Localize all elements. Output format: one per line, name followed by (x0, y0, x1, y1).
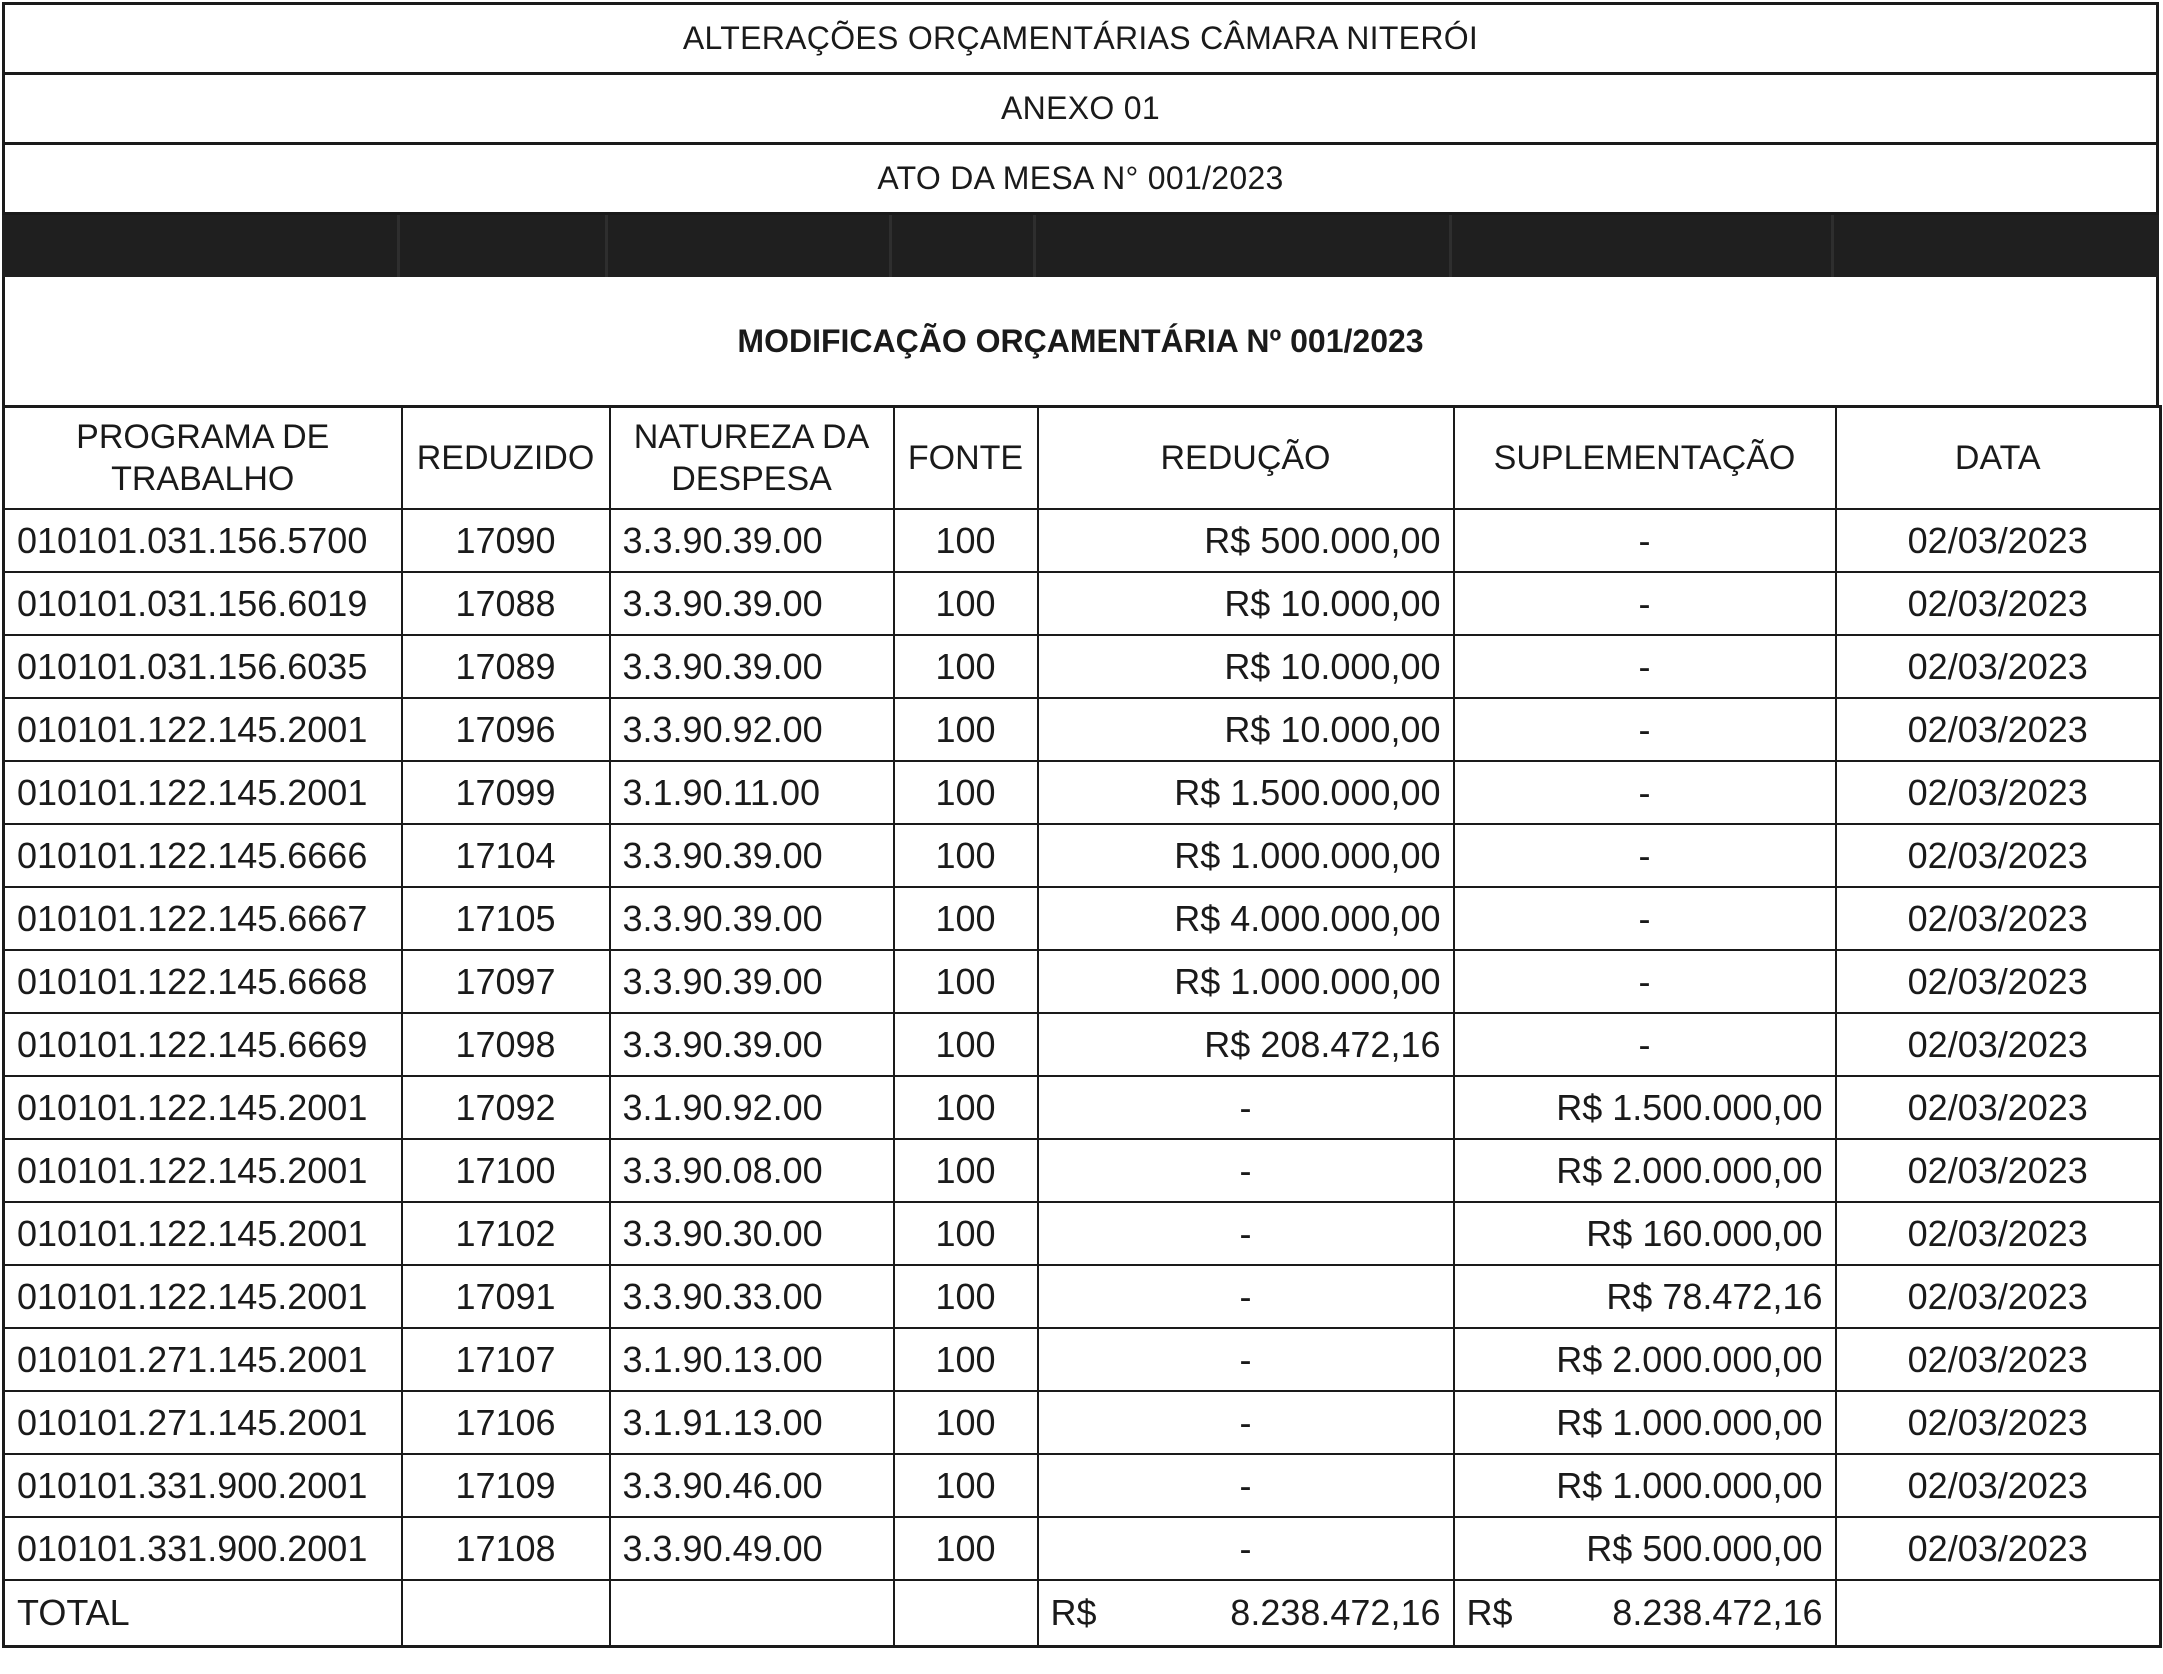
cell-programa: 010101.122.145.2001 (4, 1139, 402, 1202)
total-empty-cell (1836, 1580, 2161, 1647)
cell-data: 02/03/2023 (1836, 950, 2161, 1013)
cell-data: 02/03/2023 (1836, 1454, 2161, 1517)
cell-natureza: 3.3.90.39.00 (610, 887, 894, 950)
modification-subtitle: MODIFICAÇÃO ORÇAMENTÁRIA Nº 001/2023 (2, 277, 2159, 405)
header-reduzido: REDUZIDO (402, 407, 610, 510)
cell-reducao: R$ 208.472,16 (1038, 1013, 1454, 1076)
cell-programa: 010101.331.900.2001 (4, 1454, 402, 1517)
cell-suplementacao: - (1454, 1013, 1836, 1076)
cell-data: 02/03/2023 (1836, 1265, 2161, 1328)
cell-reducao: - (1038, 1328, 1454, 1391)
cell-reduzido: 17107 (402, 1328, 610, 1391)
cell-natureza: 3.1.90.13.00 (610, 1328, 894, 1391)
table-row (4, 635, 2161, 698)
total-label: TOTAL (4, 1580, 402, 1647)
cell-natureza: 3.3.90.46.00 (610, 1454, 894, 1517)
cell-fonte: 100 (894, 761, 1038, 824)
cell-reducao: - (1038, 1202, 1454, 1265)
table-row (4, 1202, 2161, 1265)
cell-programa: 010101.122.145.2001 (4, 1202, 402, 1265)
cell-programa: 010101.031.156.6035 (4, 635, 402, 698)
header-fonte: FONTE (894, 407, 1038, 510)
table-row (4, 761, 2161, 824)
cell-fonte: 100 (894, 1517, 1038, 1580)
cell-reduzido: 17100 (402, 1139, 610, 1202)
table-row (4, 509, 2161, 572)
cell-fonte: 100 (894, 887, 1038, 950)
cell-suplementacao: R$ 2.000.000,00 (1454, 1328, 1836, 1391)
cell-fonte: 100 (894, 1013, 1038, 1076)
cell-suplementacao: R$ 500.000,00 (1454, 1517, 1836, 1580)
cell-reduzido: 17089 (402, 635, 610, 698)
cell-reducao: R$ 1.000.000,00 (1038, 950, 1454, 1013)
cell-programa: 010101.331.900.2001 (4, 1517, 402, 1580)
cell-fonte: 100 (894, 572, 1038, 635)
header-reducao: REDUÇÃO (1038, 407, 1454, 510)
table-row (4, 1265, 2161, 1328)
total-reducao-cell (1038, 1580, 1454, 1647)
table-row (4, 1139, 2161, 1202)
table-row (4, 1517, 2161, 1580)
cell-reducao: R$ 10.000,00 (1038, 698, 1454, 761)
cell-fonte: 100 (894, 1328, 1038, 1391)
cell-programa: 010101.122.145.2001 (4, 761, 402, 824)
table-row (4, 1013, 2161, 1076)
table-row (4, 698, 2161, 761)
cell-suplementacao: - (1454, 572, 1836, 635)
cell-programa: 010101.122.145.6667 (4, 887, 402, 950)
cell-reduzido: 17090 (402, 509, 610, 572)
cell-reducao: - (1038, 1265, 1454, 1328)
budget-table (2, 405, 2162, 1648)
cell-reduzido: 17109 (402, 1454, 610, 1517)
cell-reduzido: 17096 (402, 698, 610, 761)
header-programa: PROGRAMA DE TRABALHO (4, 407, 402, 510)
total-suplementacao-currency: R$ (1466, 1592, 1513, 1633)
cell-natureza: 3.3.90.49.00 (610, 1517, 894, 1580)
cell-reduzido: 17098 (402, 1013, 610, 1076)
cell-fonte: 100 (894, 1454, 1038, 1517)
cell-natureza: 3.3.90.39.00 (610, 824, 894, 887)
cell-natureza: 3.3.90.30.00 (610, 1202, 894, 1265)
cell-data: 02/03/2023 (1836, 1517, 2161, 1580)
header-natureza: NATUREZA DA DESPESA (610, 407, 894, 510)
cell-natureza: 3.1.90.92.00 (610, 1076, 894, 1139)
table-row (4, 887, 2161, 950)
cell-data: 02/03/2023 (1836, 1202, 2161, 1265)
cell-reduzido: 17097 (402, 950, 610, 1013)
cell-data: 02/03/2023 (1836, 1391, 2161, 1454)
cell-programa: 010101.122.145.2001 (4, 1265, 402, 1328)
cell-fonte: 100 (894, 698, 1038, 761)
cell-programa: 010101.122.145.2001 (4, 698, 402, 761)
cell-suplementacao: R$ 1.500.000,00 (1454, 1076, 1836, 1139)
total-empty-cell (894, 1580, 1038, 1647)
cell-natureza: 3.3.90.39.00 (610, 950, 894, 1013)
cell-reducao: R$ 500.000,00 (1038, 509, 1454, 572)
cell-data: 02/03/2023 (1836, 1328, 2161, 1391)
cell-suplementacao: R$ 160.000,00 (1454, 1202, 1836, 1265)
cell-data: 02/03/2023 (1836, 887, 2161, 950)
cell-natureza: 3.3.90.39.00 (610, 1013, 894, 1076)
annex-label: ANEXO 01 (2, 72, 2159, 142)
cell-programa: 010101.271.145.2001 (4, 1328, 402, 1391)
cell-fonte: 100 (894, 950, 1038, 1013)
cell-suplementacao: R$ 78.472,16 (1454, 1265, 1836, 1328)
cell-programa: 010101.122.145.6666 (4, 824, 402, 887)
cell-reducao: R$ 10.000,00 (1038, 572, 1454, 635)
header-data: DATA (1836, 407, 2161, 510)
total-suplementacao-value: 8.238.472,16 (1612, 1592, 1823, 1633)
cell-fonte: 100 (894, 1139, 1038, 1202)
cell-reduzido: 17088 (402, 572, 610, 635)
cell-reducao: - (1038, 1391, 1454, 1454)
cell-fonte: 100 (894, 1265, 1038, 1328)
cell-programa: 010101.122.145.2001 (4, 1076, 402, 1139)
total-empty-cell (610, 1580, 894, 1647)
table-row (4, 1391, 2161, 1454)
total-row (4, 1580, 2161, 1647)
cell-natureza: 3.3.90.92.00 (610, 698, 894, 761)
total-reducao-value: 8.238.472,16 (1230, 1592, 1441, 1633)
cell-fonte: 100 (894, 635, 1038, 698)
cell-natureza: 3.3.90.08.00 (610, 1139, 894, 1202)
cell-data: 02/03/2023 (1836, 1139, 2161, 1202)
cell-natureza: 3.3.90.39.00 (610, 572, 894, 635)
cell-reduzido: 17104 (402, 824, 610, 887)
cell-suplementacao: R$ 2.000.000,00 (1454, 1139, 1836, 1202)
table-row (4, 950, 2161, 1013)
cell-data: 02/03/2023 (1836, 635, 2161, 698)
cell-suplementacao: - (1454, 950, 1836, 1013)
cell-suplementacao: - (1454, 824, 1836, 887)
cell-reducao: - (1038, 1454, 1454, 1517)
cell-programa: 010101.122.145.6669 (4, 1013, 402, 1076)
cell-reducao: R$ 1.500.000,00 (1038, 761, 1454, 824)
total-reducao-currency: R$ (1050, 1592, 1097, 1633)
cell-reduzido: 17099 (402, 761, 610, 824)
black-separator-bar (2, 215, 2159, 277)
cell-reduzido: 17091 (402, 1265, 610, 1328)
cell-natureza: 3.1.91.13.00 (610, 1391, 894, 1454)
cell-suplementacao: - (1454, 761, 1836, 824)
cell-data: 02/03/2023 (1836, 1076, 2161, 1139)
cell-programa: 010101.031.156.6019 (4, 572, 402, 635)
cell-natureza: 3.3.90.39.00 (610, 509, 894, 572)
cell-data: 02/03/2023 (1836, 698, 2161, 761)
total-empty-cell (402, 1580, 610, 1647)
cell-data: 02/03/2023 (1836, 761, 2161, 824)
cell-reduzido: 17106 (402, 1391, 610, 1454)
table-row (4, 1454, 2161, 1517)
cell-fonte: 100 (894, 824, 1038, 887)
budget-document (2, 2, 2159, 1648)
cell-reducao: - (1038, 1139, 1454, 1202)
cell-natureza: 3.1.90.11.00 (610, 761, 894, 824)
table-row (4, 824, 2161, 887)
cell-reducao: R$ 4.000.000,00 (1038, 887, 1454, 950)
cell-suplementacao: - (1454, 509, 1836, 572)
cell-programa: 010101.031.156.5700 (4, 509, 402, 572)
cell-reduzido: 17102 (402, 1202, 610, 1265)
document-title: ALTERAÇÕES ORÇAMENTÁRIAS CÂMARA NITERÓI (2, 2, 2159, 72)
cell-reducao: R$ 1.000.000,00 (1038, 824, 1454, 887)
cell-reduzido: 17108 (402, 1517, 610, 1580)
cell-suplementacao: R$ 1.000.000,00 (1454, 1391, 1836, 1454)
cell-suplementacao: - (1454, 887, 1836, 950)
cell-data: 02/03/2023 (1836, 509, 2161, 572)
cell-programa: 010101.122.145.6668 (4, 950, 402, 1013)
cell-natureza: 3.3.90.33.00 (610, 1265, 894, 1328)
cell-suplementacao: - (1454, 698, 1836, 761)
cell-fonte: 100 (894, 1202, 1038, 1265)
cell-reduzido: 17105 (402, 887, 610, 950)
header-suplementacao: SUPLEMENTAÇÃO (1454, 407, 1836, 510)
cell-data: 02/03/2023 (1836, 1013, 2161, 1076)
table-row (4, 1076, 2161, 1139)
cell-reducao: - (1038, 1517, 1454, 1580)
table-row (4, 572, 2161, 635)
cell-programa: 010101.271.145.2001 (4, 1391, 402, 1454)
cell-data: 02/03/2023 (1836, 824, 2161, 887)
cell-fonte: 100 (894, 509, 1038, 572)
act-number: ATO DA MESA N° 001/2023 (2, 142, 2159, 215)
cell-natureza: 3.3.90.39.00 (610, 635, 894, 698)
total-suplementacao-cell (1454, 1580, 1836, 1647)
table-row (4, 1328, 2161, 1391)
cell-suplementacao: R$ 1.000.000,00 (1454, 1454, 1836, 1517)
cell-suplementacao: - (1454, 635, 1836, 698)
cell-reduzido: 17092 (402, 1076, 610, 1139)
cell-fonte: 100 (894, 1076, 1038, 1139)
cell-reducao: R$ 10.000,00 (1038, 635, 1454, 698)
cell-fonte: 100 (894, 1391, 1038, 1454)
cell-data: 02/03/2023 (1836, 572, 2161, 635)
cell-reducao: - (1038, 1076, 1454, 1139)
column-header-row (4, 407, 2161, 510)
